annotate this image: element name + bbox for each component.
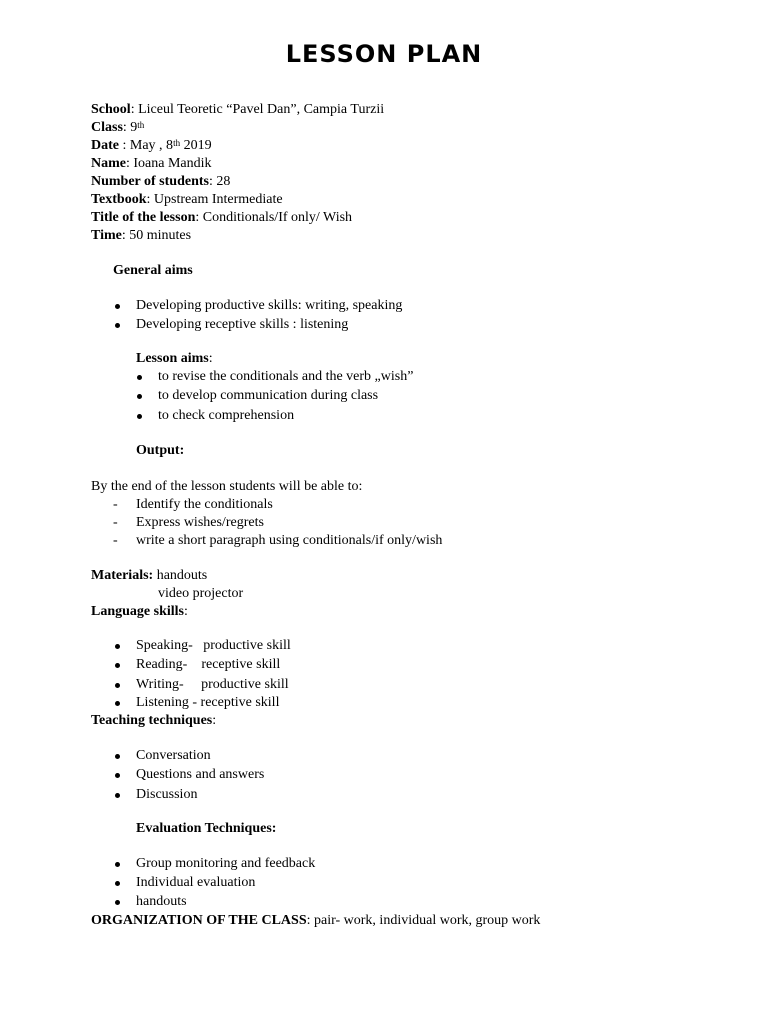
name-label: Name (91, 156, 126, 171)
list-item: Writing- productive skill (115, 676, 289, 694)
class-value: : 9 (122, 120, 138, 135)
list-item: Discussion (115, 786, 197, 804)
date-value: : May , 8 (119, 138, 174, 153)
materials-line: Materials: handouts (91, 568, 208, 583)
list-item: - Express wishes/regrets (113, 515, 264, 530)
bullet-icon (115, 701, 120, 706)
lesson-title-value: : Conditionals/If only/ Wish (195, 210, 353, 225)
bullet-icon (115, 683, 120, 688)
date-sup: th (173, 138, 181, 148)
bullet-icon (115, 304, 120, 309)
lesson-aims-heading: Lesson aims: (136, 351, 213, 366)
output-heading: Output: (136, 443, 185, 458)
name-value: : Ioana Mandik (126, 156, 212, 171)
list-item: handouts (115, 893, 187, 911)
date-year: 2019 (180, 138, 212, 153)
teaching-techniques-heading: Teaching techniques: (91, 713, 217, 728)
name-line (91, 155, 212, 173)
time-label: Time (91, 228, 122, 243)
list-item: Developing productive skills: writing, speaking (115, 297, 402, 315)
bullet-icon (115, 881, 120, 886)
students-label: Number of students (91, 174, 209, 189)
page-title: LESSON PLAN (285, 40, 483, 68)
list-item: Reading- receptive skill (115, 656, 280, 674)
bullet-icon (137, 394, 142, 399)
evaluation-heading: Evaluation Techniques: (136, 821, 277, 836)
textbook-value: : Upstream Intermediate (146, 192, 283, 207)
school-value: : Liceul Teoretic “Pavel Dan”, Campia Turzii (130, 102, 385, 117)
time-line (91, 227, 191, 245)
list-item: to revise the conditionals and the verb „wish” (137, 368, 413, 386)
materials-item: video projector (158, 586, 244, 601)
school-label: School (91, 102, 131, 117)
organization-line: ORGANIZATION OF THE CLASS: pair- work, individual work, group work (91, 913, 541, 928)
bullet-icon (115, 793, 120, 798)
time-value: : 50 minutes (121, 228, 192, 243)
output-intro: By the end of the lesson students will be able to: (91, 479, 363, 494)
general-aims-heading: General aims (113, 263, 193, 278)
list-item: Group monitoring and feedback (115, 855, 315, 873)
bullet-icon (115, 663, 120, 668)
bullet-icon (115, 900, 120, 905)
lesson-title-label: Title of the lesson (91, 210, 196, 225)
class-sup: th (137, 120, 145, 130)
lesson-title-line (91, 209, 352, 227)
bullet-icon (137, 375, 142, 380)
bullet-icon (115, 773, 120, 778)
list-item: Listening - receptive skill (115, 694, 279, 712)
list-item: Developing receptive skills : listening (115, 316, 348, 334)
bullet-icon (115, 862, 120, 867)
textbook-label: Textbook (91, 192, 147, 207)
list-item: Individual evaluation (115, 874, 255, 892)
school-line (91, 101, 384, 119)
students-value: : 28 (208, 174, 231, 189)
class-line (91, 119, 144, 137)
list-item: - Identify the conditionals (113, 497, 273, 512)
bullet-icon (115, 644, 120, 649)
date-label: Date (91, 138, 119, 153)
students-line (91, 173, 230, 191)
bullet-icon (115, 323, 120, 328)
language-skills-heading: Language skills: (91, 604, 188, 619)
list-item: - write a short paragraph using conditionals/if only/wish (113, 533, 443, 548)
class-label: Class (91, 120, 123, 135)
date-line (91, 137, 212, 155)
textbook-line (91, 191, 283, 209)
list-item: to check comprehension (137, 407, 294, 425)
list-item: Questions and answers (115, 766, 264, 784)
bullet-icon (137, 414, 142, 419)
list-item: Conversation (115, 747, 211, 765)
list-item: to develop communication during class (137, 387, 378, 405)
bullet-icon (115, 754, 120, 759)
list-item: Speaking- productive skill (115, 637, 291, 655)
